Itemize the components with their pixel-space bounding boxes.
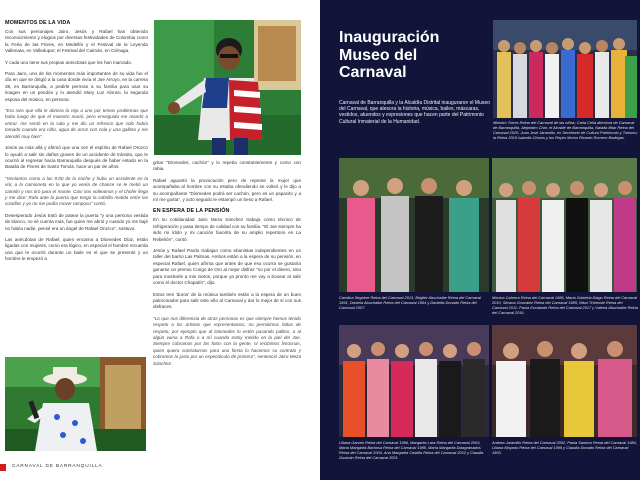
photo-queens-group-2	[492, 158, 637, 292]
photo-illustration	[492, 325, 637, 437]
article-paragraph: Jesús va más allá y afirmó que una vez el espíritu de Rafael Orozco lo ayudó a salir sin daños graves de un accidente de tránsito, que le ocurrió al regresar hacia Barranquilla después de haber estado en la Batalla de Flores de Santo Tomás, hace un par de años.	[5, 145, 148, 170]
photo-illustration	[492, 158, 637, 292]
photo-performer-hat	[5, 357, 146, 451]
article-paragraph: En su cotidianidad Jairo Meza Sánchez trabaja como técnico de refrigeración y pasa tiempo de calidad con su familia. "El Joe siempre ha sido mi ídolo y mi canción favorita de su amplio repertorio es La Rebelión", contó.	[153, 217, 301, 242]
photo-caption: Liliana Garzón Reina del Carnaval 1996, Margarita Lara Reina del Carnaval 2003, María Margarita Barbosa Reina del Carnaval 1988, María Margarita Diazgranados Reina del Carnaval 2004, Ana Margarita Castilla Reina del Carnaval 2012 y Claudia Guzmán Reina del Carnaval 2001.	[339, 440, 484, 460]
section-heading-momentos: MOMENTOS DE LA VIDA	[5, 20, 71, 26]
photo-illustration	[493, 20, 637, 118]
footer-accent	[0, 464, 6, 471]
page-title	[339, 29, 499, 82]
article-paragraph: Y cada uno tiene sus propias anécdotas que los han marcado.	[5, 59, 133, 65]
photo-caption: Andrea Jaramillo Reina del Carnaval 2002, Paola Santoro Reina del Carnaval 1984, Liliana Moyano Reina del Carnaval 1999 y Claudia Donado Reina del Carnaval 1993.	[492, 440, 637, 455]
photo-caption: Ministro Torres Reina del Carnaval de las niñas; Carla Celia directora de Carnaval de Barranquilla, Alejandro Char, el Alcalde de Barranquilla, Natalia Bitar Reina del Carnaval 2020, Juan José Jaramillo, ex Secretario de Cultura Patrimonio y Turismo; la Reina 2019 Isabella Chams y los Reyes Momo Ricardo Romero Bodegas.	[493, 120, 638, 140]
article-paragraph: Jesús y Rafael Pardo trabajan como ebanistas independientes en un taller del barrio Las Palmas. Ambos están a la espera de su pensión, en especial Rafael, quien afirma que antes de que eso ocurra se gustaría ganarse un premio Congo de Oro al mejor disfraz "no por el dinero, sino para mostrarle a mis nietos, porque ya pronto me voy a boxear al salir como el doctor Chapatín", dijo.	[153, 248, 301, 286]
article-paragraph: Rafael aguantó la provocación pero de repente la mujer que acompañaba al hombre con su estaba ofendiendo se volteó y le dijo a su acompañante "Diomedes podrá ser cachón, pero es un papacito y a mí me gusta", y acto seguido le estampó un beso a Rafael.	[153, 177, 301, 203]
photo-queens-group-4	[492, 325, 637, 437]
photo-performer-flag-shirt	[154, 20, 301, 155]
photo-queens-group-1	[339, 158, 489, 292]
article-quote: "Lo que nos diferencia de otras personas es que siempre hemos tenido respeto a los artistas que representamos, no permitimos faltas de respeto; por ejemplo que al Diomedes lo estén pasando palitos, o al algún vaina a Rafa o a mí cuando estoy metido en la piel del Joe. Siempre cobramos por las fotos con la gente, ni recibimos limosnas, quien quiera contratarnos para una fiesta lo hacemos su contrato y cobramos lo justo por un espectáculo de primera", sentenció Jairo Meza Sánchez.	[153, 315, 301, 366]
photo-illustration	[339, 325, 489, 437]
right-column	[153, 160, 301, 372]
article-paragraph: Para Jairo, uno de los momentos más importantes de su vida fue el día en que se dirigió a la casa donde vivía el Joe Arroyo, en la carrera 38, en Barranquilla, a pedirle permiso a su familia para usar su imagen en un pendón y lo atendió Mary Luz Alonso, la segunda esposa del músico, en persona.	[5, 71, 148, 102]
photo-group-inauguration	[493, 20, 637, 118]
article-paragraph: Las anécdotas de Rafael, quien encarna a Diomedes Díaz, están ligadas con mujeres, como era lógico, en especial el hombre recuerda una que le ocurrió durante un baile en el que se presentó y un hombre le empezó a	[5, 236, 148, 262]
article-paragraph: Con sus personajes Jairo, Jesús y Rafael han obtenido reconocimiento y elogios por diversas festividades de Colombia como la Feria de las Flores, en Medellín y el Festival de la Leyenda Vallenata, en Valledupar; el Festival del Caimán, en Ciénaga.	[5, 29, 148, 54]
photo-illustration	[154, 20, 301, 155]
title-line: Carnaval	[339, 64, 407, 81]
photo-queens-group-3	[339, 325, 489, 437]
section-heading-pension: EN ESPERA DE LA PENSIÓN	[153, 208, 230, 215]
title-line: Inauguración	[339, 29, 440, 46]
article-paragraph: Estos tres 'duros' de la música también están a la espera de un buen patrocinador para salir este año al Carnaval y dar lo mejor de sí con sus disfraces.	[153, 291, 301, 310]
photo-illustration	[5, 357, 146, 451]
article-quote: "Era raro que ella le abriera la reja a uno por temas problemas que hubo luego de que el maestro murió, pero enseguida me mandó a entrar, me sentó en la sala y me dio un refresco que solo había tomado cuando era niño, agua de arroz con cola y una galleta y me atendió muy bien".	[5, 108, 148, 139]
left-column	[5, 20, 148, 268]
right-page	[320, 0, 640, 480]
article-quote: "Veníamos como a las 8:00 de la noche y hubo un accidente en la vía; a la camioneta en la que yo venía de chance se le metió un camión y nos tiró para el monte. Casi nos volteamos y el chofer llega y me dice: Rafa ante la puerta que tengo la cabrilla metida entre las costillas y yo no me podía mover tampoco" contó.	[5, 175, 148, 207]
photo-caption: Carolina Segebre Reina del Carnaval 2013, Brigitte Abuchaibe Reina del Carnaval 1991, Daniela Abuchaibe Reina del Carnaval 1994 y Daniella Donado Reina del Carnaval 2007.	[339, 295, 481, 310]
intro-paragraph: Carnaval de Barranquilla y la Alcaldía Distrital inauguraron el Museo del Carnaval, que atesora la historia, música, bailes, máscaras, vestidos, atuendos y expresiones que hacen parte del Patrimonio Cultural Inmaterial de la Humanidad.	[339, 100, 490, 125]
photo-illustration	[339, 158, 489, 292]
page-footer	[0, 462, 320, 474]
footer-label: CARNAVAL DE BARRANQUILLA	[12, 464, 103, 469]
article-paragraph: gritar "Diomedes, cachón" y lo repetía constantemente y como con rabia.	[153, 160, 301, 172]
photo-caption: Mónica Cabrera Reina del Carnaval 1986, María Gabriela Diago Reina del Carnaval 2010, Silvana Gonzalez Reina del Carnaval 1985, Nikol Tchiessle Reina del Carnaval 2011, Paula Escalante Reina del Carnaval 2017 y Valeria Abuchaibe Reina del Carnaval 2016.	[492, 295, 638, 315]
article-paragraph: Desesperado Jesús trató de patear la puerta "y una persona vestida de blanco, no sé cuenta más, fue quien me abrió y cuando yo me bajé no había nadie, pensé era un ángel de Rafael Orozco", sostuvo.	[5, 212, 149, 231]
title-line: Museo del	[339, 46, 418, 64]
